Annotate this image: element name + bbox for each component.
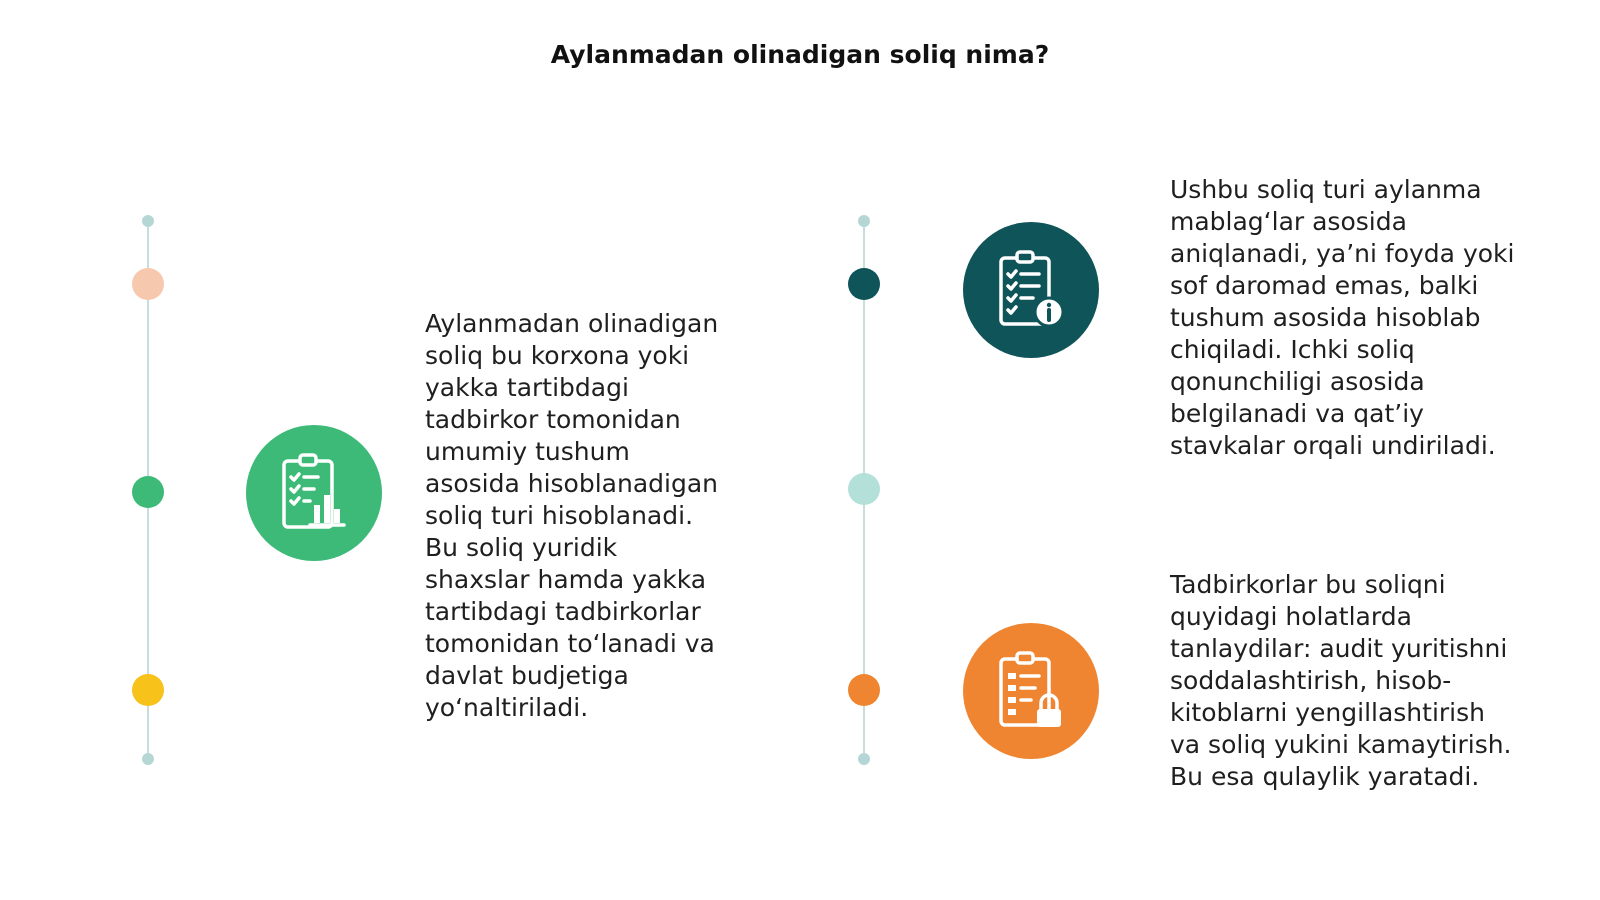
- timeline-endpoint-top: [142, 215, 154, 227]
- clipboard-chart-icon: [246, 425, 382, 561]
- timeline-node-peach: [132, 268, 164, 300]
- page-title: Aylanmadan olinadigan soliq nima?: [550, 40, 1050, 69]
- timeline-endpoint-bottom: [858, 753, 870, 765]
- timeline-node-green: [132, 476, 164, 508]
- right-timeline: [847, 215, 881, 765]
- timeline-endpoint-top: [858, 215, 870, 227]
- left-timeline: [131, 215, 165, 765]
- timeline-node-dark-teal: [848, 268, 880, 300]
- item-text-2: Ushbu soliq turi aylanma mablag‘lar asosida aniqlanadi, ya’ni foyda yoki sof daromad emas, balki tushum asosida hisoblab chiqiladi. Ichki soliq qonunchiligi asosida belgilanadi va qat’iy stavkalar orqali undiriladi.: [1170, 175, 1515, 460]
- clipboard-info-icon: [963, 222, 1099, 358]
- item-text-3: Tadbirkorlar bu soliqni quyidagi holatlarda tanlaydilar: audit yuritishni soddalashtirish, hisob- kitoblarni yengillashtirish va soliq yukini kamaytirish. Bu esa qulaylik yaratadi.: [1170, 570, 1512, 791]
- timeline-endpoint-bottom: [142, 753, 154, 765]
- clipboard-lock-icon: [963, 623, 1099, 759]
- item-text-1: Aylanmadan olinadigan soliq bu korxona yoki yakka tartibdagi tadbirkor tomonidan umumiy tushum asosida hisoblanadigan soliq turi hisoblanadi. Bu soliq yuridik shaxslar hamda yakka tartibdagi tadbirkorlar tomonidan to‘lanadi va davlat budjetiga yo‘naltiriladi.: [425, 309, 719, 722]
- timeline-node-yellow: [132, 674, 164, 706]
- timeline-node-light-teal: [848, 473, 880, 505]
- timeline-node-orange: [848, 674, 880, 706]
